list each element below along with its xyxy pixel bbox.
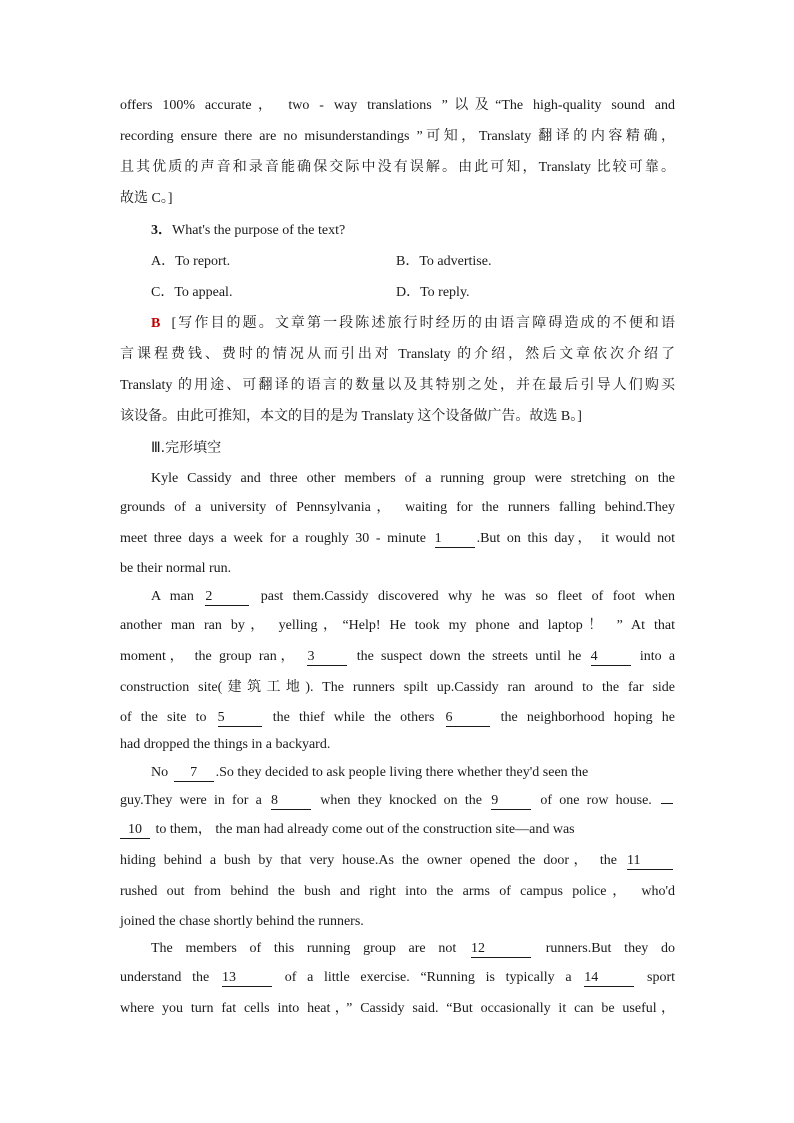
cloze-line: hiding behind a bush by that very house.As the owner opened the door， the 11 (120, 851, 675, 871)
answer-explanation: [写作目的题。文章第一段陈述旅行时经历的由语言障碍造成的不便和语 (171, 316, 675, 331)
cloze-line: had dropped the things in a backyard. (120, 737, 331, 752)
cloze-line: another man ran by， yelling，“Help! He took my phone and laptop！ ” At that (120, 618, 675, 633)
question-3 (151, 221, 675, 241)
blank-10[interactable]: 10 (120, 822, 150, 839)
explanation-line: offers 100% accurate， two - way translations ”以及“The high-quality sound and (120, 98, 675, 113)
explanation-line: 言课程费钱、费时的情况从而引出对 Translaty 的介绍，然后文章依次介绍了 (120, 347, 675, 362)
cloze-line: understand the 13 of a little exercise. “Running is typically a 14 sport (120, 970, 676, 985)
blank-14[interactable]: 14 (584, 970, 634, 987)
option-d: D．To reply. (396, 285, 470, 300)
blank-11[interactable]: 11 (627, 853, 673, 870)
answer-line (151, 314, 675, 334)
explanation-line: recording ensure there are no misunderstandings ”可知，Translaty 翻译的内容精确， (120, 129, 675, 144)
cloze-line: of the site to 5 the thief while the others 6 the neighborhood hoping he (120, 710, 675, 725)
blank-1[interactable]: 1 (435, 531, 475, 548)
cloze-line: joined the chase shortly behind the runners. (120, 914, 364, 929)
blank-5[interactable]: 5 (218, 710, 262, 727)
question-text: What's the purpose of the text? (172, 223, 346, 238)
cloze-line: The members of this running group are not 12 runners.But they do (151, 941, 676, 956)
blank-6[interactable]: 6 (446, 710, 490, 727)
explanation-line: 且其优质的声音和录音能确保交际中没有误解。由此可知，Translaty 比较可靠。 (120, 160, 675, 175)
option-b: B．To advertise. (396, 254, 492, 269)
cloze-line: construction site(建筑工地). The runners spilt up.Cassidy ran around to the far side (120, 680, 675, 695)
answer-key: B (151, 316, 161, 331)
blank-4[interactable]: 4 (591, 649, 631, 666)
cloze-line: rushed out from behind the bush and right into the arms of campus police， who'd (120, 884, 675, 899)
cloze-line: moment， the group ran， 3 the suspect down the streets until he 4 into a (120, 649, 676, 664)
cloze-line: be their normal run. (120, 561, 232, 576)
blank-10-start (661, 803, 673, 804)
blank-8[interactable]: 8 (271, 793, 311, 810)
question-number: 3． (151, 223, 172, 238)
blank-13[interactable]: 13 (222, 970, 272, 987)
option-a: A．To report. (151, 254, 231, 269)
blank-9[interactable]: 9 (491, 793, 531, 810)
explanation-line: 故选 C。] (120, 191, 173, 206)
cloze-line: Kyle Cassidy and three other members of a running group were stretching on the (151, 471, 675, 486)
cloze-line: No 7 .So they decided to ask people living there whether they'd seen the (151, 765, 589, 780)
cloze-line: guy.They were in for a 8 when they knocked on the 9 of one row house. (120, 791, 675, 811)
explanation-line: 该设备。由此可推知，本文的目的是为 Translaty 这个设备做广告。故选 B。] (120, 409, 582, 424)
section-title: Ⅲ.完形填空 (151, 440, 222, 456)
cloze-line: A man 2 past them.Cassidy discovered why he was so fleet of foot when (151, 589, 676, 604)
option-c: C．To appeal. (151, 285, 233, 300)
blank-3[interactable]: 3 (307, 649, 347, 666)
cloze-line: grounds of a university of Pennsylvania， waiting for the runners falling behind.They (120, 500, 675, 515)
explanation-line: Translaty 的用途、可翻译的语言的数量以及其特别之处，并在最后引导人们购买 (120, 378, 675, 393)
blank-2[interactable]: 2 (205, 589, 249, 606)
cloze-line: meet three days a week for a roughly 30 - minute 1 .But on this day， it would not (120, 531, 675, 546)
cloze-line: 10 to them， the man had already come out of the construction site—and was (120, 820, 640, 840)
cloze-line: where you turn fat cells into heat，” Cassidy said. “But occasionally it can be useful， (120, 1001, 675, 1016)
blank-12[interactable]: 12 (471, 941, 531, 958)
blank-7[interactable]: 7 (174, 765, 214, 782)
